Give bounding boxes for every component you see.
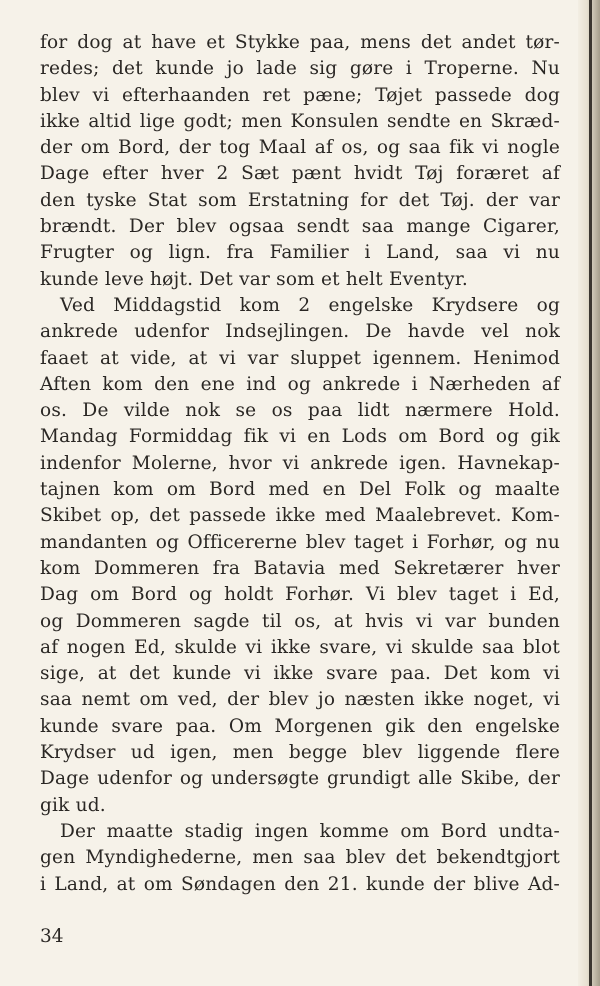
- text-line: af nogen Ed, skulde vi ikke svare, vi skulde saa blot: [40, 636, 560, 658]
- text-line: brændt. Der blev ogsaa sendt saa mange Cigarer,: [40, 216, 560, 238]
- text-line: faaet at vide, at vi var sluppet igennem. Henimod: [40, 347, 560, 369]
- text-line: kunde leve højt. Det var som et helt Eventyr.: [40, 268, 468, 290]
- text-line: den tyske Stat som Erstatning for det Tøj. der var: [40, 189, 560, 211]
- text-line: og Dommeren sagde til os, at hvis vi var bunden: [40, 610, 560, 632]
- text-line: kunde svare paa. Om Morgenen gik den engelske: [40, 715, 560, 737]
- text-line: ankrede udenfor Indsejlingen. De havde vel nok: [40, 321, 560, 343]
- text-line: Mandag Formiddag fik vi en Lods om Bord og gik: [40, 426, 560, 448]
- text-line: sige, at det kunde vi ikke svare paa. Det kom vi: [40, 663, 560, 685]
- text-line: tajnen kom om Bord med en Del Folk og maalte: [40, 479, 560, 501]
- text-line: saa nemt om ved, der blev jo næsten ikke noget, vi: [40, 689, 560, 711]
- text-line: blev vi efterhaanden ret pæne; Tøjet passede dog: [40, 84, 560, 106]
- text-line: os. De vilde nok se os paa lidt nærmere Hold.: [40, 400, 560, 422]
- text-line: der om Bord, der tog Maal af os, og saa fik vi nogle: [40, 137, 560, 159]
- text-line: Ved Middagstid kom 2 engelske Krydsere og: [60, 294, 560, 316]
- text-line: i Land, at om Søndagen den 21. kunde der blive Ad-: [40, 873, 560, 895]
- page-number: 34: [40, 926, 64, 947]
- text-line: Dage efter hver 2 Sæt pænt hvidt Tøj foræret af: [40, 163, 560, 185]
- text-line: Der maatte stadig ingen komme om Bord undta-: [60, 820, 560, 842]
- text-line: Dag om Bord og holdt Forhør. Vi blev taget i Ed,: [40, 584, 560, 606]
- binding-shadow-line: [589, 0, 592, 986]
- body-text: [40, 30, 560, 898]
- text-line: gik ud.: [40, 794, 106, 816]
- text-line: Aften kom den ene ind og ankrede i Nærheden af: [40, 373, 560, 395]
- text-line: indenfor Molerne, hvor vi ankrede igen. Havnekap-: [40, 452, 560, 474]
- text-line: Frugter og lign. fra Familier i Land, saa vi nu: [40, 242, 560, 264]
- text-line: for dog at have et Stykke paa, mens det andet tør-: [40, 32, 560, 53]
- text-line: mandanten og Officererne blev taget i Forhør, og nu: [40, 531, 560, 553]
- text-line: ikke altid lige godt; men Konsulen sendte en Skræd-: [40, 110, 560, 132]
- text-line: kom Dommeren fra Batavia med Sekretærer hver: [40, 557, 560, 579]
- text-line: Krydser ud igen, men begge blev liggende flere: [40, 742, 560, 764]
- text-line: Skibet op, det passede ikke med Maalebrevet. Kom-: [40, 505, 560, 527]
- text-line: Dage udenfor og undersøgte grundigt alle Skibe, der: [40, 768, 560, 790]
- text-line: redes; det kunde jo lade sig gøre i Troperne. Nu: [40, 58, 560, 80]
- text-line: gen Myndighederne, men saa blev det bekendtgjort: [40, 847, 560, 869]
